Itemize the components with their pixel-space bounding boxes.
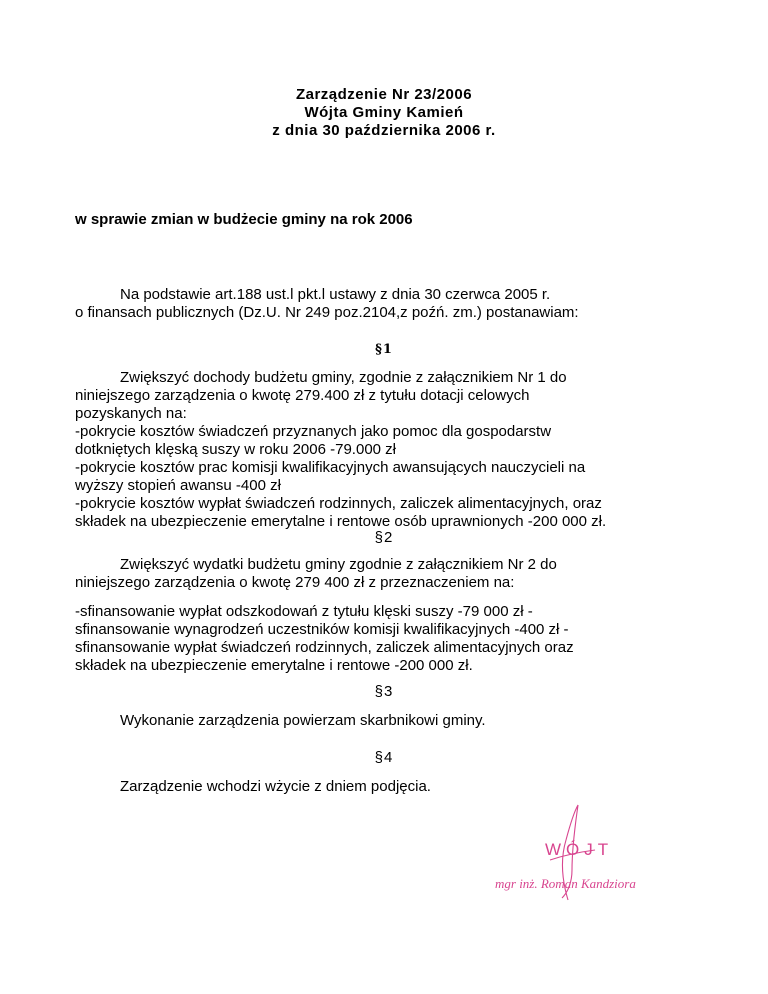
section-2-intro bbox=[75, 556, 715, 592]
title-line-3: z dnia 30 października 2006 r. bbox=[272, 122, 496, 139]
s1-line-5: dotkniętych klęską suszy w roku 2006 -79.000 zł bbox=[75, 441, 396, 458]
s3-line-1: Wykonanie zarządzenia powierzam skarbnikowi gminy. bbox=[120, 712, 486, 729]
s2-line-6: składek na ubezpieczenie emerytalne i rentowe -200 000 zł. bbox=[75, 657, 473, 674]
s1-line-7: wyższy stopień awansu -400 zł bbox=[75, 477, 281, 494]
s2-line-1: Zwiększyć wydatki budżetu gminy zgodnie z załącznikiem Nr 2 do bbox=[120, 556, 557, 573]
document-subject: w sprawie zmian w budżecie gminy na rok 2006 bbox=[75, 211, 413, 228]
document-title bbox=[0, 86, 768, 140]
s1-line-3: pozyskanych na: bbox=[75, 405, 187, 422]
section-1-heading: §1 bbox=[375, 342, 393, 357]
title-line-1: Zarządzenie Nr 23/2006 bbox=[295, 86, 473, 103]
s2-line-5: sfinansowanie wypłat świadczeń rodzinnych, zaliczek alimentacyjnych oraz bbox=[75, 639, 574, 656]
section-2-heading: §2 bbox=[374, 529, 394, 546]
s1-line-6: -pokrycie kosztów prac komisji kwalifikacyjnych awansujących nauczycieli na bbox=[75, 459, 586, 476]
intro-line-2: o finansach publicznych (Dz.U. Nr 249 poz.2104,z poźń. zm.) postanawiam: bbox=[75, 304, 579, 321]
s1-line-9: składek na ubezpieczenie emerytalne i rentowe osób uprawnionych -200 000 zł. bbox=[75, 513, 607, 530]
stamp-name: mgr inż. Roman Kandziora bbox=[495, 876, 636, 891]
s1-line-8: -pokrycie kosztów wypłat świadczeń rodzinnych, zaliczek alimentacyjnych, oraz bbox=[75, 495, 602, 512]
section-4-heading: §4 bbox=[374, 749, 394, 766]
s2-line-3: -sfinansowanie wypłat odszkodowań z tytułu klęski suszy -79 000 zł - bbox=[75, 603, 533, 620]
section-4-text bbox=[75, 778, 715, 796]
section-2-list bbox=[75, 603, 715, 675]
section-1-text bbox=[75, 369, 715, 531]
s1-line-1: Zwiększyć dochody budżetu gminy, zgodnie z załącznikiem Nr 1 do bbox=[120, 369, 567, 386]
intro-paragraph bbox=[75, 286, 715, 322]
s1-line-2: niniejszego zarządzenia o kwotę 279.400 zł z tytułu dotacji celowych bbox=[75, 387, 530, 404]
s4-line-1: Zarządzenie wchodzi wżycie z dniem podjęcia. bbox=[120, 778, 431, 795]
section-3-heading: §3 bbox=[374, 683, 394, 700]
section-3-text bbox=[75, 712, 715, 730]
s1-line-4: -pokrycie kosztów świadczeń przyznanych jako pomoc dla gospodarstw bbox=[75, 423, 552, 440]
title-line-2: Wójta Gminy Kamień bbox=[304, 104, 464, 121]
signature-stamp bbox=[490, 800, 680, 910]
stamp-title: WÓJT bbox=[545, 840, 614, 859]
intro-line-1: Na podstawie art.188 ust.l pkt.l ustawy z dnia 30 czerwca 2005 r. bbox=[120, 286, 551, 303]
s2-line-2: niniejszego zarządzenia o kwotę 279 400 zł z przeznaczeniem na: bbox=[75, 574, 515, 591]
s2-line-4: sfinansowanie wynagrodzeń uczestników komisji kwalifikacyjnych -400 zł - bbox=[75, 621, 569, 638]
